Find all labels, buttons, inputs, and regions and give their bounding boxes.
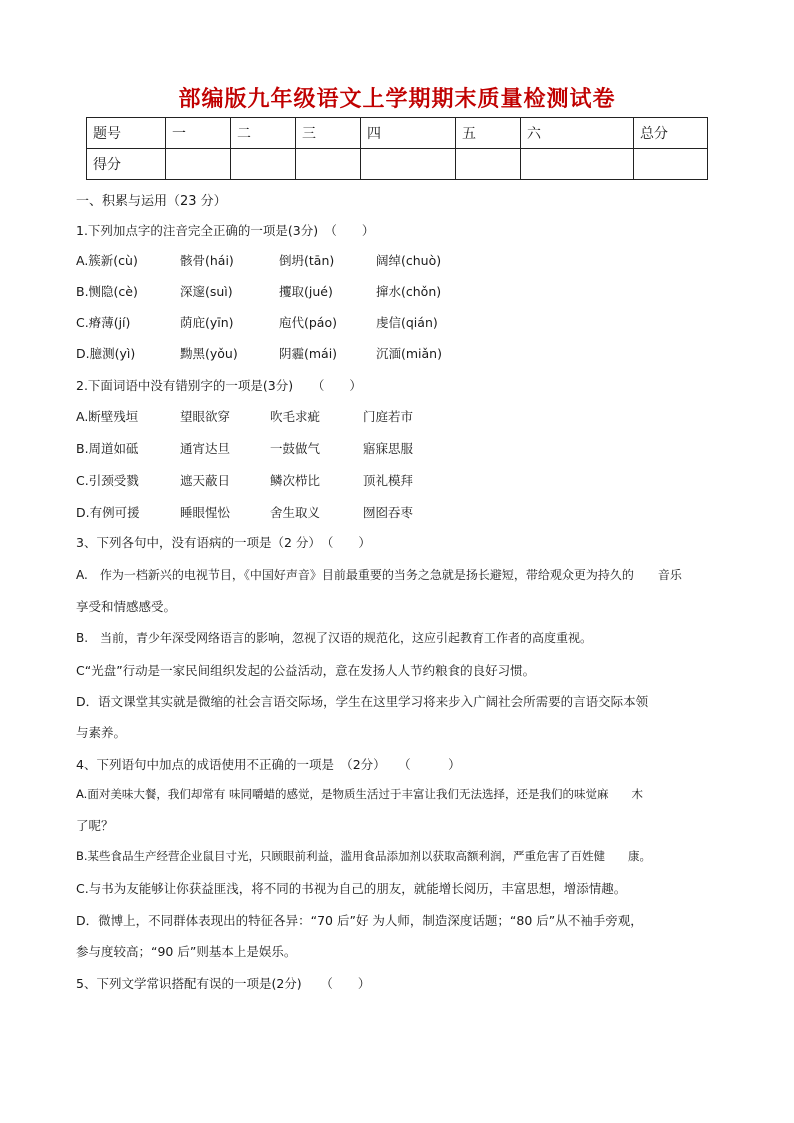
score-input-cell[interactable] bbox=[166, 149, 231, 180]
table-cell: 二 bbox=[231, 118, 296, 149]
option-text: 门庭若市 bbox=[363, 409, 414, 424]
option-text: A.面对美味大餐，我们却常有 味同嚼蜡的感觉，是物质生活过于丰富让我们无法选择，还是我们的味觉麻 木 bbox=[76, 787, 643, 801]
table-cell: 总分 bbox=[634, 118, 708, 149]
question-2-stem: 2.下面词语中没有错别字的一项是(3分) （ ） bbox=[76, 378, 362, 393]
option-text: 寤寐思服 bbox=[363, 441, 414, 456]
option-text: 顶礼模拜 bbox=[363, 473, 414, 488]
option-text: A. 作为一档新兴的电视节目，《中国好声音》目前最重要的当务之急就是扬长避短，带给观众更为持久的 音乐 bbox=[76, 568, 682, 582]
option-text: B.恻隐(cè) bbox=[76, 284, 138, 299]
option-text: 遮天蔽日 bbox=[180, 473, 231, 488]
option-text: 通宵达旦 bbox=[180, 441, 231, 456]
score-input-cell[interactable] bbox=[634, 149, 708, 180]
score-input-cell[interactable] bbox=[521, 149, 634, 180]
section-heading: 一、积累与运用（23 分） bbox=[76, 194, 227, 209]
table-cell: 一 bbox=[166, 118, 231, 149]
table-cell: 题号 bbox=[87, 118, 166, 149]
table-cell: 得分 bbox=[87, 149, 166, 180]
option-text: D.有例可援 bbox=[76, 505, 140, 520]
question-5-stem: 5、下列文学常识搭配有误的一项是(2分) （ ） bbox=[76, 976, 371, 991]
score-table bbox=[86, 117, 708, 180]
option-text: 一鼓做气 bbox=[270, 441, 321, 456]
option-text: 吹毛求疵 bbox=[270, 409, 321, 424]
option-text: 撺水(chǒn) bbox=[376, 284, 442, 299]
table-cell: 六 bbox=[521, 118, 634, 149]
option-text: 了呢？ bbox=[76, 818, 114, 833]
option-text: 享受和情感感受。 bbox=[76, 599, 177, 614]
option-text: D．微博上，不同群体表现出的特征各异：“70 后”好 为人师，制造深度话题；“80 后”从不袖手旁观， bbox=[76, 913, 643, 928]
option-text: C.瘠薄(jí) bbox=[76, 315, 131, 330]
option-text: A.断壁残垣 bbox=[76, 409, 139, 424]
option-text: 阔绰(chuò) bbox=[376, 253, 442, 268]
score-table-score-row bbox=[87, 149, 708, 180]
option-text: C.与书为友能够让你获益匪浅，将不同的书视为自己的朋友，就能增长阅历，丰富思想，增添情趣。 bbox=[76, 881, 627, 896]
option-text: B.周道如砥 bbox=[76, 441, 139, 456]
option-text: 望眼欲穿 bbox=[180, 409, 231, 424]
option-text: 沉湎(miǎn) bbox=[376, 346, 442, 361]
option-text: 睡眼惺忪 bbox=[180, 505, 231, 520]
question-1-stem: 1.下列加点字的注音完全正确的一项是(3分) （ ） bbox=[76, 223, 375, 238]
question-4-stem: 4、下列语句中加点的成语使用不正确的一项是 （2分） （ ） bbox=[76, 757, 461, 772]
option-text: A.簇新(cù) bbox=[76, 253, 138, 268]
option-text: C“光盘”行动是一家民间组织发起的公益活动，意在发扬人人节约粮食的良好习惯。 bbox=[76, 663, 536, 678]
option-text: B. 当前，青少年深受网络语言的影响，忽视了汉语的规范化，这应引起教育工作者的高度重视。 bbox=[76, 631, 593, 645]
table-cell: 四 bbox=[361, 118, 456, 149]
table-cell: 三 bbox=[296, 118, 361, 149]
score-input-cell[interactable] bbox=[296, 149, 361, 180]
option-text: C.引颈受戮 bbox=[76, 473, 139, 488]
option-text: 与素养。 bbox=[76, 725, 127, 740]
option-text: 虔信(qián) bbox=[376, 315, 438, 330]
question-3-stem: 3、下列各句中，没有语病的一项是（2 分） （ ） bbox=[76, 535, 371, 550]
page-title: 部编版九年级语文上学期期末质量检测试卷 bbox=[178, 87, 616, 112]
score-input-cell[interactable] bbox=[231, 149, 296, 180]
option-text: 黝黑(yǒu) bbox=[180, 346, 238, 361]
option-text: 骸骨(hái) bbox=[180, 253, 234, 268]
option-text: D.臆测(yì) bbox=[76, 346, 136, 361]
option-text: 鳞次栉比 bbox=[270, 473, 321, 488]
table-cell: 五 bbox=[456, 118, 521, 149]
option-text: D．语文课堂其实就是微缩的社会言语交际场，学生在这里学习将来步入广阔社会所需要的言语交际本领 bbox=[76, 694, 649, 709]
score-input-cell[interactable] bbox=[361, 149, 456, 180]
score-input-cell[interactable] bbox=[456, 149, 521, 180]
option-text: 舍生取义 bbox=[270, 505, 321, 520]
option-text: 参与度较高；“90 后”则基本上是娱乐。 bbox=[76, 944, 297, 959]
option-text: 庖代(páo) bbox=[279, 315, 337, 330]
option-text: B.某些食品生产经营企业鼠目寸光，只顾眼前利益，滥用食品添加剂以获取高额利润，严重危害了百姓健 康。 bbox=[76, 849, 652, 863]
option-text: 倒坍(tān) bbox=[279, 253, 335, 268]
option-text: 攫取(jué) bbox=[279, 284, 333, 299]
option-text: 荫庇(yīn) bbox=[180, 315, 234, 330]
score-table-header-row bbox=[87, 118, 708, 149]
option-text: 深邃(suì) bbox=[180, 284, 233, 299]
option-text: 囫囵吞枣 bbox=[363, 505, 414, 520]
option-text: 阴霾(mái) bbox=[279, 346, 338, 361]
